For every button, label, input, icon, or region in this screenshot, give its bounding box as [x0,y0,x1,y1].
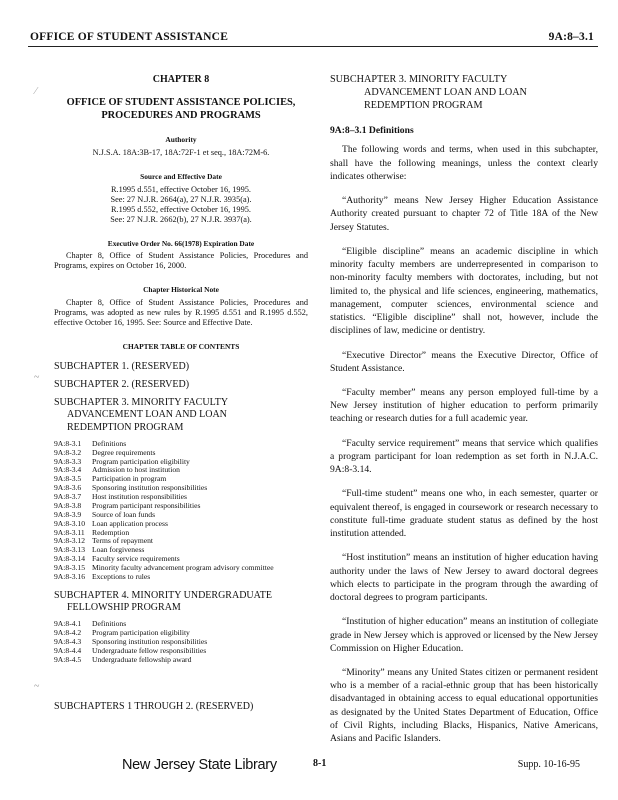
toc-section-row [54,656,308,665]
margin-mark: ~ [34,681,40,692]
toc-section-number: 9A:8-4.5 [54,654,82,664]
toc-subchapter-4-sections [54,620,308,664]
definition-paragraph: “Eligible discipline” means an academic discipline in which minority faculty members are underrepresented in comparison to non-minority faculty members with doctorates, including, but not limited to, the physical and life sciences, engineering, mathematics, management, computer sciences, environmental science and statistics. “Eligible discipline” shall not, however, include the disciplines of law, medicine or dentistry. [330,245,598,337]
source-line: R.1995 d.552, effective October 16, 1995. [111,204,251,214]
subchapter-heading-line: REDEMPTION PROGRAM [364,99,483,111]
toc-section-title: Definitions [92,438,127,448]
margin-mark: ⁄ [35,86,37,97]
toc-section-title: Program participant responsibilities [92,500,201,510]
toc-subchapter-1: SUBCHAPTER 1. (RESERVED) [54,360,190,372]
toc-section-title: Exceptions to rules [92,571,151,581]
definition-paragraph: “Host institution” means an institution of higher education having authority under the laws of New Jersey to award doctoral degrees which elects to participate in the program through the awarding of doctoral degrees to program participants. [330,552,598,604]
toc-subchapter-3-line: ADVANCEMENT LOAN AND LOAN [67,409,227,421]
toc-subchapter-4-line: SUBCHAPTER 4. MINORITY UNDERGRADUATE [54,589,272,601]
toc-section-number: 9A:8-4.4 [54,645,82,655]
toc-section-number: 9A:8-3.7 [54,492,82,502]
toc-section-title: Undergraduate fellowship award [92,654,192,664]
toc-section-number: 9A:8-3.4 [54,465,82,475]
toc-section-number: 9A:8-3.9 [54,509,82,519]
authority-block [54,136,308,158]
toc-section-number: 9A:8-3.15 [54,563,86,573]
toc-section-title: Definitions [92,619,127,629]
definition-paragraph: “Institution of higher education” means an institution of collegiate grade in New Jersey which is approved or licensed by the New Jersey Commission on Higher Education. [330,616,599,654]
definition-paragraph: “Full-time student” means one who, in each semester, quarter or equivalent thereof, is engaged in coursework or research necessary to constitute full-time graduate student status as defined by the host institution attended. [330,488,598,540]
toc-heading: CHAPTER TABLE OF CONTENTS [122,342,240,352]
historical-note-heading: Chapter Historical Note [143,285,219,295]
toc-section-title: Loan forgiveness [92,545,145,555]
definitions-body [330,143,598,745]
toc-section-title: Sponsoring institution responsibilities [92,636,208,646]
toc-section-title: Host institution responsibilities [92,492,187,502]
toc-subchapter-3-sections [54,440,308,582]
toc-section-title: Admission to host institution [92,465,180,475]
page-footer [0,757,618,787]
left-column [54,74,308,719]
section-heading: 9A:8–3.1 Definitions [330,125,414,137]
toc-section-title: Sponsoring institution responsibilities [92,483,208,493]
margin-mark: ~ [34,372,40,383]
source-line: See: 27 N.J.R. 2662(b), 27 N.J.R. 3937(a). [110,214,252,224]
toc-section-number: 9A:8-4.3 [54,636,82,646]
historical-note-text: Chapter 8, Office of Student Assistance Policies, Procedures and Programs, was adopted as new rules by R.1995 d.551 and R.1995 d.552, effective October 16, 1995. See: Source and Effective Date. [54,298,308,328]
toc-subchapter-3 [54,397,308,434]
subchapter-heading-line: ADVANCEMENT LOAN AND LOAN [364,86,527,98]
toc-subchapter-3-line: SUBCHAPTER 3. MINORITY FACULTY [54,397,229,409]
chapter-title-line: PROCEDURES AND PROGRAMS [101,110,261,121]
toc-subchapter-4-line: FELLOWSHIP PROGRAM [67,602,181,614]
source-heading: Source and Effective Date [140,171,222,181]
toc-subchapter-3-line: REDEMPTION PROGRAM [67,421,184,433]
reserved-subchapters-heading: SUBCHAPTERS 1 THROUGH 2. (RESERVED) [54,700,254,712]
subchapter-heading [330,74,598,112]
chapter-title [54,96,308,122]
toc-section-number: 9A:8-4.1 [54,619,82,629]
toc-section-title: Undergraduate fellow responsibilities [92,645,207,655]
toc-section-title: Loan application process [92,518,168,528]
toc-section-number: 9A:8-3.16 [54,571,86,581]
toc-section-title: Minority faculty advancement program advisory committee [92,563,274,573]
source-line: See: 27 N.J.R. 2664(a), 27 N.J.R. 3935(a). [110,194,252,204]
toc-section-number: 9A:8-3.3 [54,456,82,466]
chapter-number: CHAPTER 8 [152,74,210,85]
toc-section-number: 9A:8-3.6 [54,483,82,493]
toc-section-title: Participation in program [92,474,167,484]
expiration-block [54,240,308,272]
definition-paragraph: The following words and terms, when used in this subchapter, shall have the following meanings, unless the context clearly indicates otherwise: [330,144,598,182]
subchapter-heading-line: SUBCHAPTER 3. MINORITY FACULTY [330,74,508,85]
right-column [330,74,598,756]
toc-section-number: 9A:8-3.14 [54,554,86,564]
toc-section-number: 9A:8-3.1 [54,438,82,448]
toc-section-title: Degree requirements [92,447,156,457]
supplement-date: Supp. 10-16-95 [517,759,580,770]
definition-paragraph: “Minority” means any United States citizen or permanent resident who is a member of a racial-ethnic group that has been historically disadvantaged in obtaining access to equal educational opportunities as designated by the United States Department of Education, Office of Civil Rights, including Blacks, Hispanics, Native Americans, Asians and Pacific Islanders. [330,666,598,745]
toc-section-title: Program participation eligibility [92,456,190,466]
toc-section-title: Program participation eligibility [92,628,190,638]
toc-section-title: Faculty service requirements [92,554,180,564]
running-header [28,30,598,47]
definition-paragraph: “Faculty service requirement” means that service which qualifies a program participant for loan redemption as set forth in N.J.A.C. 9A:8-3.14. [330,437,598,476]
toc-section-number: 9A:8-3.10 [54,518,86,528]
toc-section-number: 9A:8-3.5 [54,474,82,484]
header-section-number: 9A:8–3.1 [548,31,594,43]
definition-paragraph: “Authority” means New Jersey Higher Education Assistance Authority created pursuant to chapter 72 of Title 18A of the New Jersey Statutes. [330,195,598,233]
toc-section-title: Redemption [92,527,130,537]
definition-paragraph: “Faculty member” means any person employed full-time by a New Jersey institution of higher education to perform primarily teaching or research duties for a full academic year. [330,387,598,425]
toc-section-number: 9A:8-3.2 [54,447,82,457]
toc-section-number: 9A:8-4.2 [54,628,82,638]
toc-section-number: 9A:8-3.11 [54,527,85,537]
authority-heading: Authority [165,135,197,144]
expiration-heading: Executive Order No. 66(1978) Expiration Date [107,238,255,248]
toc-section-title: Source of loan funds [92,509,156,519]
page-number: 8-1 [313,758,327,769]
toc-section-number: 9A:8-3.13 [54,545,86,555]
toc-subchapter-2: SUBCHAPTER 2. (RESERVED) [54,379,190,391]
source-line: R.1995 d.551, effective October 16, 1995. [111,184,251,194]
chapter-title-line: OFFICE OF STUDENT ASSISTANCE POLICIES, [66,97,296,108]
expiration-text: Chapter 8, Office of Student Assistance Policies, Procedures and Programs, expires on October 16, 2000. [54,251,308,271]
toc-section-number: 9A:8-3.12 [54,536,86,546]
library-stamp: New Jersey State Library [122,757,277,773]
historical-note-block [54,286,308,328]
source-block [54,173,308,225]
toc-subchapter-4 [54,590,308,614]
toc-section-number: 9A:8-3.8 [54,500,82,510]
toc-section-row [54,573,308,582]
definition-paragraph: “Executive Director” means the Executive Director, Office of Student Assistance. [330,349,598,374]
authority-text: N.J.S.A. 18A:3B-17, 18A:72F-1 et seq., 18A:72M-6. [92,147,270,157]
toc-section-title: Terms of repayment [92,536,154,546]
header-title: OFFICE OF STUDENT ASSISTANCE [30,31,229,43]
